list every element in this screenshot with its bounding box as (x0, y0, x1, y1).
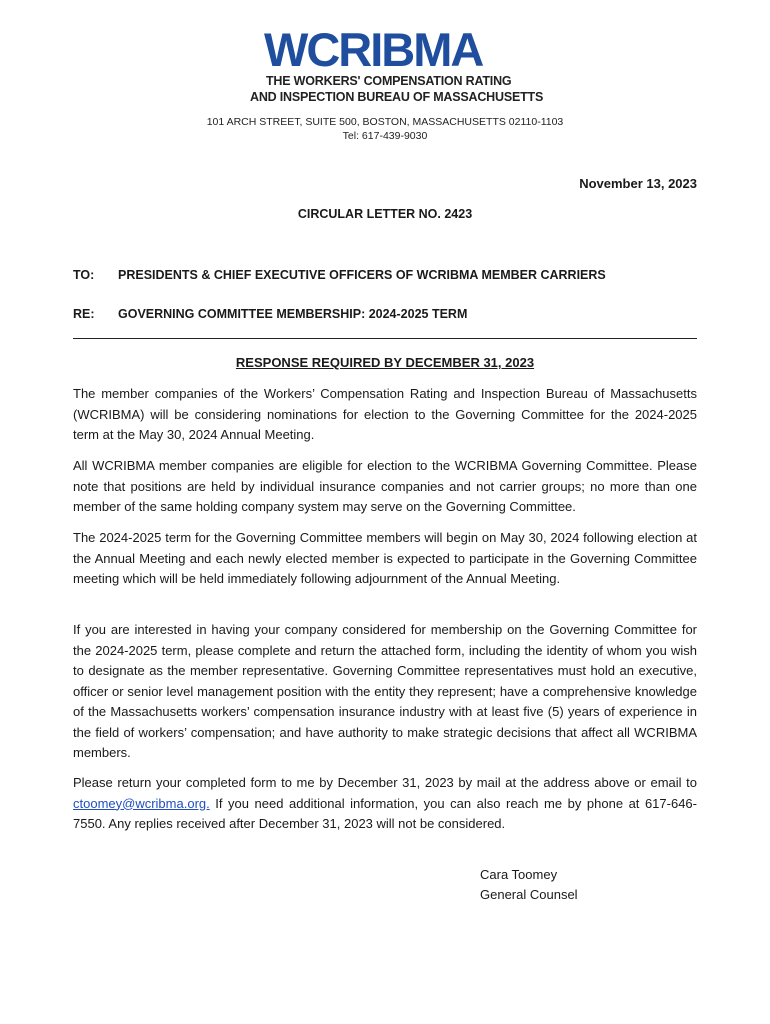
org-phone: Tel: 617-439-9030 (342, 130, 428, 142)
email-link[interactable]: ctoomey@wcribma.org. (73, 795, 210, 811)
org-name-line1: THE WORKERS' COMPENSATION RATING (266, 74, 512, 88)
signature-name: Cara Toomey (480, 867, 558, 882)
org-address: 101 ARCH STREET, SUITE 500, BOSTON, MASSACHUSETTS 02110-1103 (206, 116, 564, 128)
paragraph-3: The 2024-2025 term for the Governing Committee members will begin on May 30, 2024 following election at the Annual Meeting and each newly elected member is expected to participate in the Governing Committee meeting which will be held immediately following adjournment of the Annual Meeting. (73, 530, 697, 586)
paragraph-1: The member companies of the Workers’ Compensation Rating and Inspection Bureau of Massachusetts (WCRIBMA) will be considering nominations for election to the Governing Committee for the 2024-2025 term at the May 30, 2024 Annual Meeting. (73, 386, 697, 442)
re-label: RE: (73, 307, 95, 321)
to-label: TO: (73, 268, 95, 282)
wcribma-logo: WCRIBMA (264, 23, 483, 76)
to-recipients: PRESIDENTS & CHIEF EXECUTIVE OFFICERS OF WCRIBMA MEMBER CARRIERS (118, 268, 606, 282)
org-name-line2: AND INSPECTION BUREAU OF MASSACHUSETTS (250, 90, 544, 104)
paragraph-5 (73, 773, 697, 835)
paragraph-2: All WCRIBMA member companies are eligible for election to the WCRIBMA Governing Committee. Please note that positions are held by individual insurance companies and not carrier groups; no more than one member of the same holding company system may serve on the Governing Committee. (73, 458, 697, 514)
paragraph-4: If you are interested in having your company considered for membership on the Governing Committee for the 2024-2025 term, please complete and return the attached form, including the identity of whom you wish to designate as the member representative. Governing Committee representatives must hold an executive, officer or senior level management position with the entity they represent; have a comprehensive knowledge of the Massachusetts workers’ compensation insurance industry with at least five (5) years of experience in the field of workers’ compensation; and have authority to make strategic decisions that affect all WCRIBMA members. (73, 622, 697, 760)
divider (73, 338, 697, 339)
circular-title: CIRCULAR LETTER NO. 2423 (297, 207, 473, 221)
paragraph-5-start: Please return your completed form to me by December 31, 2023 by mail at the address above or email to (73, 775, 697, 790)
letter-date: November 13, 2023 (579, 176, 697, 191)
signature-title: General Counsel (480, 887, 578, 902)
response-deadline-heading: RESPONSE REQUIRED BY DECEMBER 31, 2023 (235, 355, 535, 370)
re-subject: GOVERNING COMMITTEE MEMBERSHIP: 2024-2025 TERM (118, 307, 468, 321)
paragraph-5-end: If you need additional information, you can also reach me by phone at 617-646-7550. Any replies received after December 31, 2023 will not be considered. (73, 795, 697, 831)
